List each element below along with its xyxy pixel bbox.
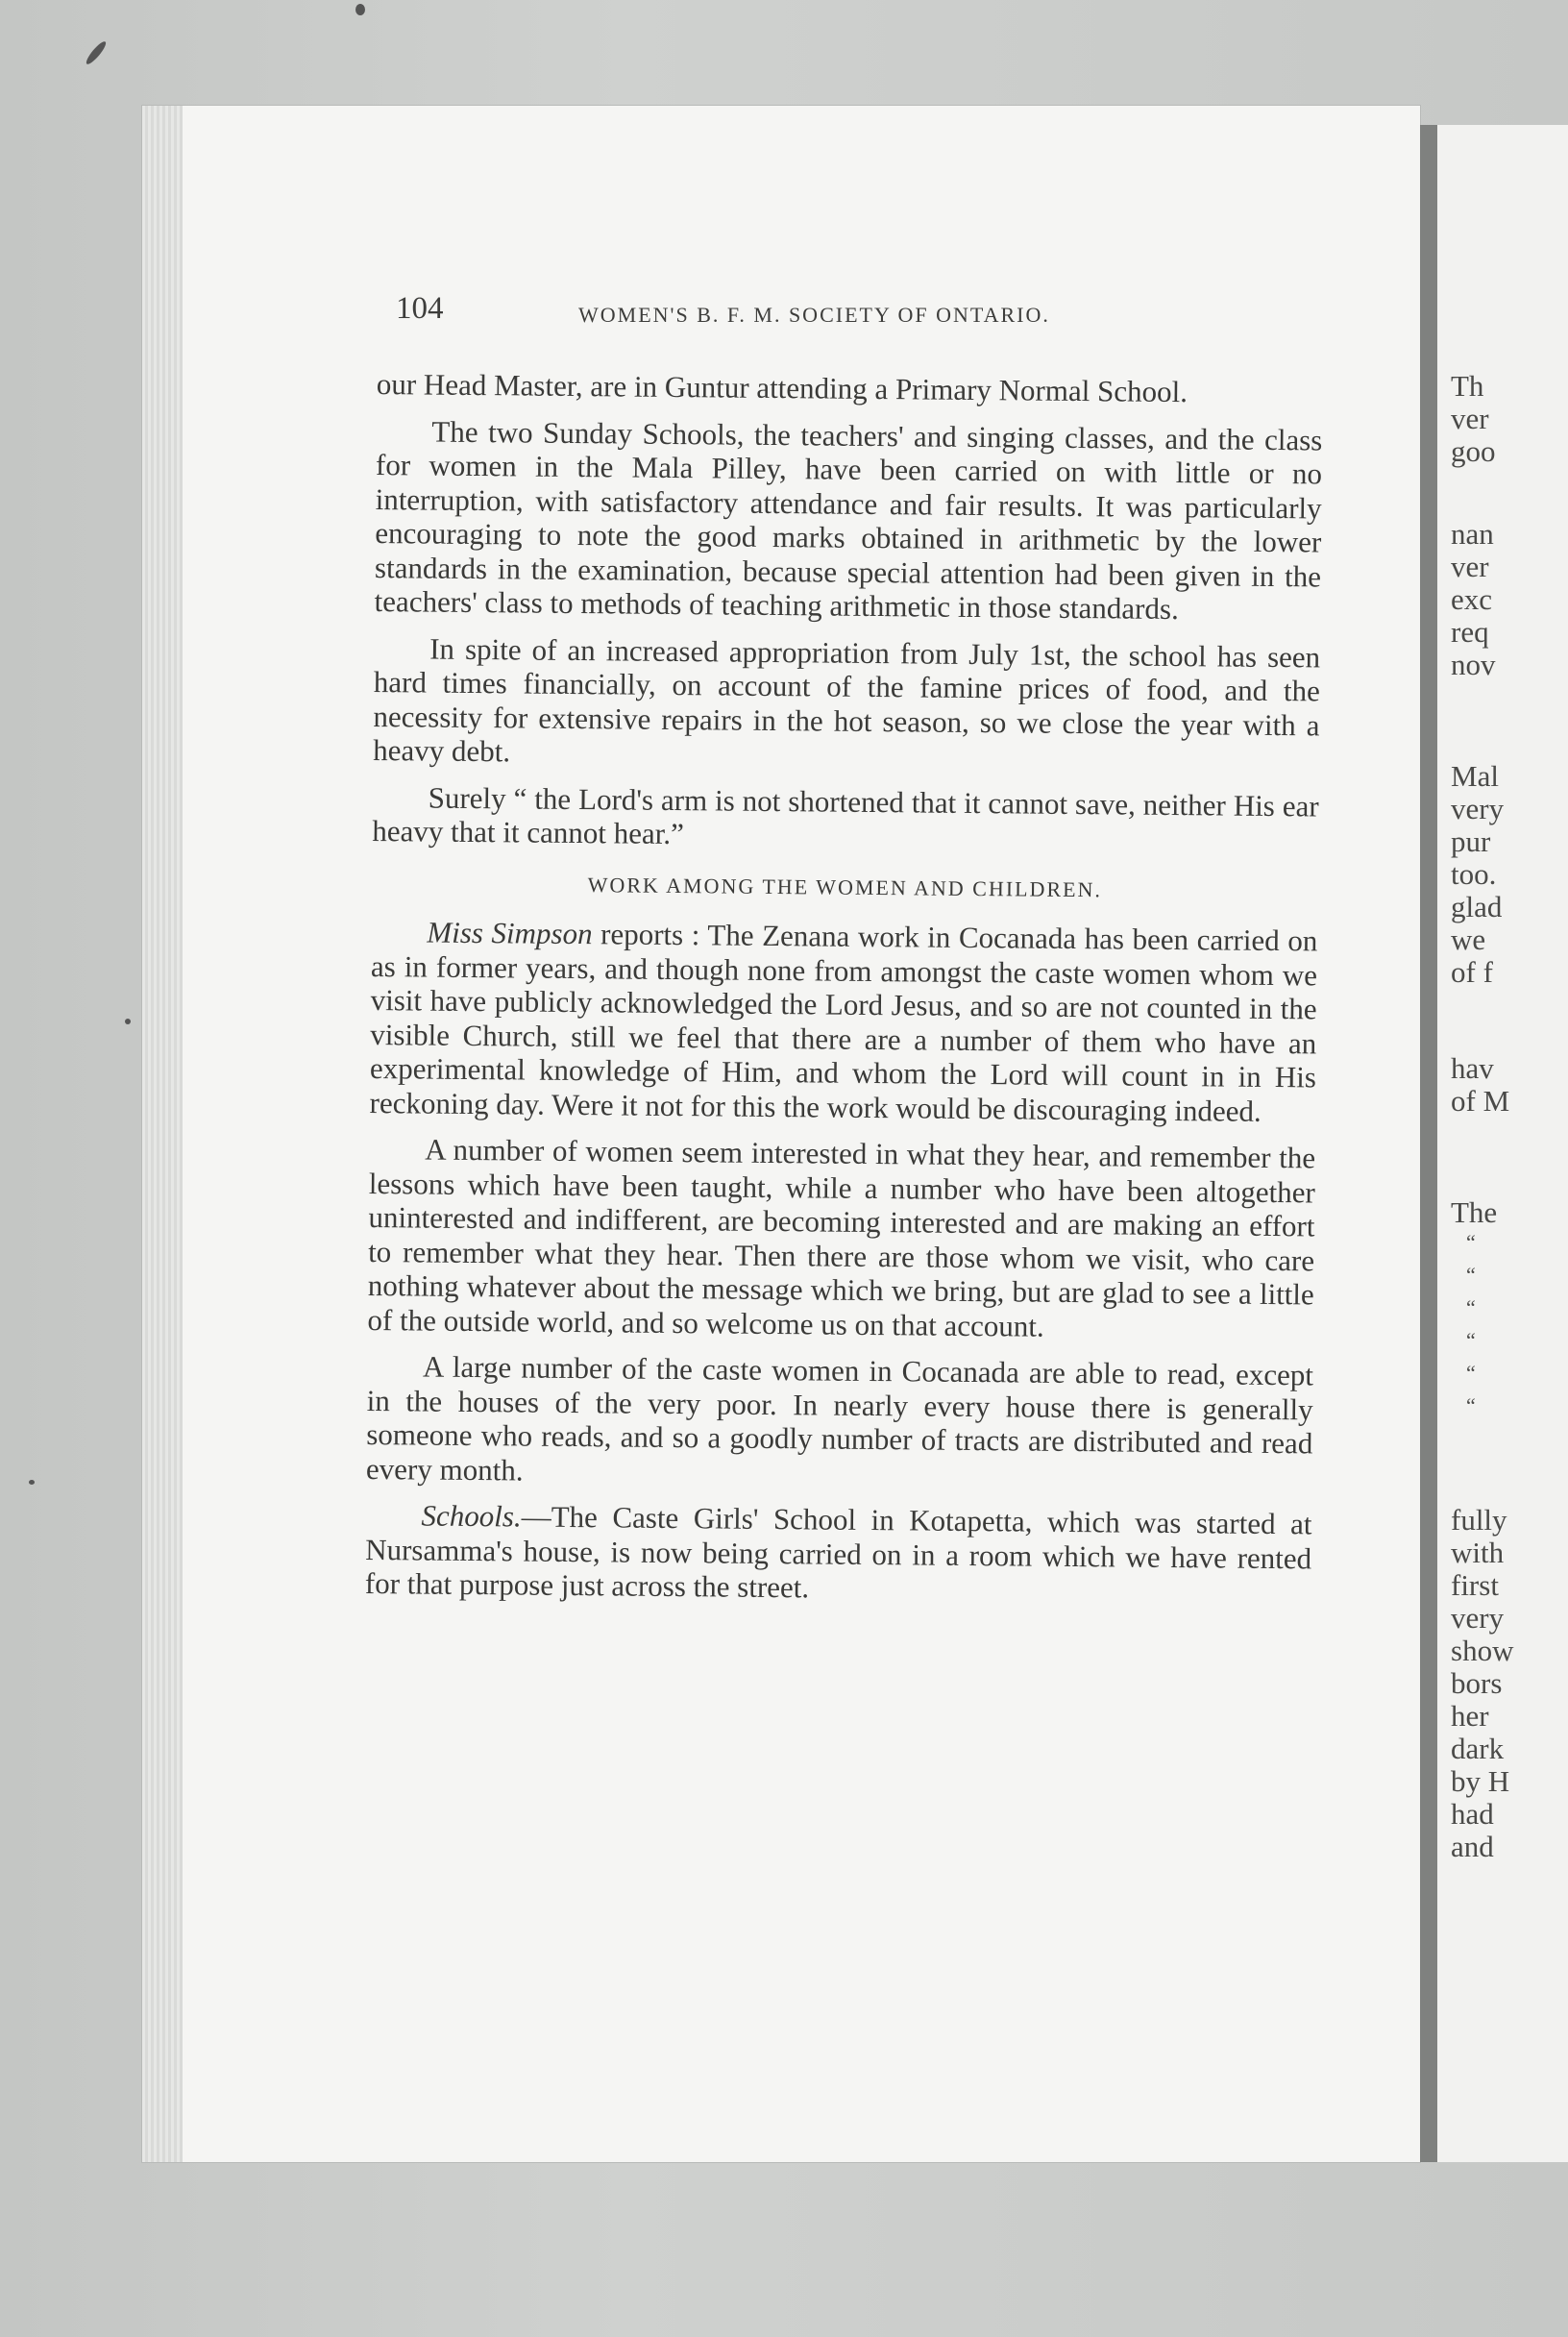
facing-fragment: “ [1466,1230,1476,1254]
paragraph: The two Sunday Schools, the teachers' and singing classes, and the class for women in the Mala Pilley, have been carried on with little or no interruption, with satisfactory attendance and fair results. It was particularly encouraging to note the good marks obtained in arithmetic by the lower standards in the examination, because special attention had been given in the teachers' class to methods of teaching arithmetic in those standards. [374,414,1323,627]
facing-fragment: very [1451,1601,1505,1635]
facing-fragment: nan [1451,517,1494,551]
paragraph [365,1498,1312,1610]
facing-fragment: too. [1451,857,1497,891]
body-text [365,367,1323,1622]
facing-page [1437,125,1568,2162]
facing-fragment: first [1451,1568,1499,1602]
paragraph-lead: Miss Simpson [427,915,593,951]
facing-fragment: req [1451,615,1489,649]
paragraph: In spite of an increased appropriation from July 1st, the school has seen hard times financially, on account of the famine prices of food, and the necessity for extensive repairs in the hot season, so we close the year with a heavy debt. [373,631,1321,769]
paragraph: our Head Master, are in Guntur attending a Primary Normal School. [376,367,1188,409]
paragraph: A large number of the caste women in Cocanada are able to read, except in the houses of the very poor. In nearly every house there is generally someone who reads, and so a goodly number of tracts are distributed and read every month. [365,1349,1314,1488]
paragraph-text: —The Caste Girls' School in Kotapetta, which was started at Nursamma's house, is now being carried on in a room which we have rented for that purpose just across the street. [364,1499,1312,1605]
facing-fragment: we [1451,922,1486,956]
facing-fragment: hav [1451,1051,1494,1085]
facing-fragment: of f [1451,955,1493,989]
facing-fragment: glad [1451,890,1503,923]
facing-fragment: show [1451,1634,1514,1667]
facing-fragment: her [1451,1699,1489,1733]
facing-fragment: pur [1451,824,1491,858]
facing-fragment: nov [1451,648,1496,681]
scan-speck [29,1480,35,1485]
facing-fragment: bors [1451,1666,1503,1700]
paragraph [369,915,1317,1128]
paragraph-text: reports : The Zenana work in Cocanada has been carried on as in former years, and though none from amongst the caste women whom we visit have publicly acknowledged the Lord Jesus, and so are not counted in the visible Church, still we feel that there are a number of them who have an experimental knowledge of Him, and whom the Lord will count in in His reckoning day. Were it not for this the work would be discouraging indeed. [369,917,1318,1128]
page-number: 104 [396,291,444,326]
facing-fragment: The [1451,1195,1498,1229]
facing-fragment: ver [1451,550,1489,583]
page-gutter [142,106,183,2162]
facing-fragment: goo [1451,434,1496,468]
facing-fragment: had [1451,1797,1494,1831]
facing-fragment: “ [1466,1328,1476,1352]
paragraph-lead: Schools. [421,1498,522,1534]
page-edge-shadow [1420,125,1437,2162]
page-header [396,291,1357,339]
facing-fragment: ver [1451,402,1489,435]
paragraph: Surely “ the Lord's arm is not shortened that it cannot save, neither His ear heavy that it cannot hear.” [372,780,1319,851]
facing-fragment: Th [1451,369,1484,403]
facing-fragment: of M [1451,1084,1510,1118]
paragraph: A number of women seem interested in what they hear, and remember the lessons which have been taught, while a number who have been altogether uninterested and indifferent, are becoming interested and are making an effort to remember what they hear. Then there are those whom we visit, who care nothing whatever about the message which we bring, but are glad to see a little of the outside world, and so welcome us on that account. [367,1132,1316,1343]
facing-fragment: dark [1451,1732,1505,1765]
facing-fragment: and [1451,1830,1494,1863]
running-head: WOMEN'S B. F. M. SOCIETY OF ONTARIO. [578,303,1050,327]
facing-fragment: Mal [1451,759,1499,793]
facing-fragment: “ [1466,1393,1476,1417]
scan-speck [355,4,365,15]
facing-fragment: exc [1451,582,1493,616]
facing-fragment: very [1451,792,1505,825]
facing-fragment: “ [1466,1295,1476,1319]
facing-fragment: fully [1451,1503,1507,1537]
facing-fragment: “ [1466,1263,1476,1287]
scan-speck [125,1019,131,1024]
facing-fragment: with [1451,1536,1505,1569]
facing-fragment: by H [1451,1764,1510,1798]
facing-fragment: “ [1466,1361,1476,1385]
section-heading: WORK AMONG THE WOMEN AND CHILDREN. [587,872,1103,901]
